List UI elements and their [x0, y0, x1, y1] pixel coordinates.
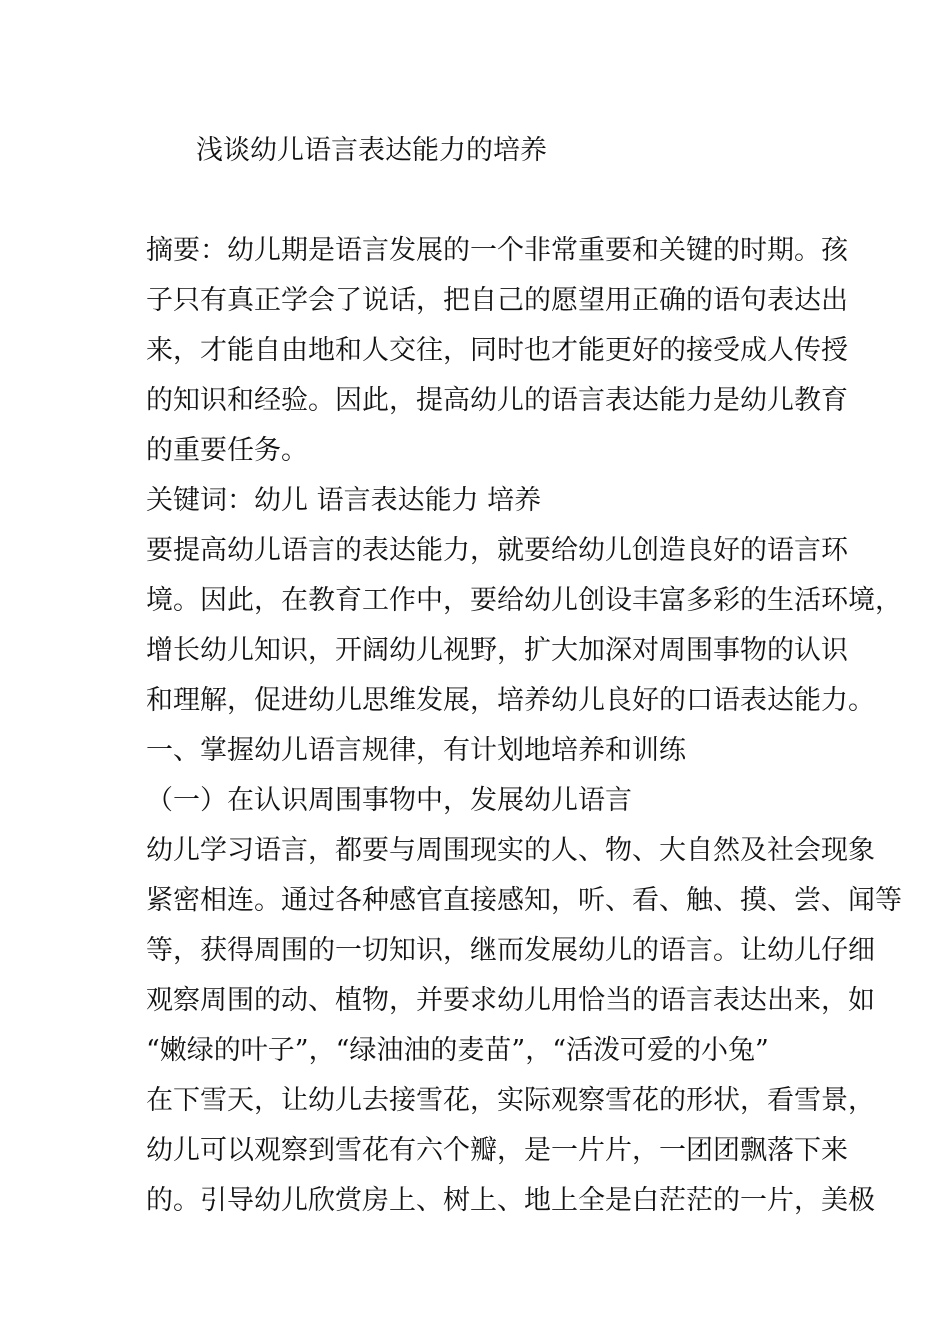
paragraph-line: 幼儿学习语言，都要与周围现实的人、物、大自然及社会现象: [146, 835, 875, 866]
abstract-line-4: 的知识和经验。因此，提高幼儿的语言表达能力是幼儿教育: [146, 385, 848, 416]
subsection-heading: （一）在认识周围事物中，发展幼儿语言: [146, 785, 632, 816]
abstract-line-2: 子只有真正学会了说话，把自己的愿望用正确的语句表达出: [146, 285, 848, 316]
document-body: [146, 226, 902, 1226]
abstract-line-5: 的重要任务。: [146, 435, 308, 466]
paragraph-line: 和理解，促进幼儿思维发展，培养幼儿良好的口语表达能力。: [146, 685, 875, 716]
section-heading: 一、掌握幼儿语言规律，有计划地培养和训练: [146, 735, 686, 766]
abstract-line-1: 摘要：幼儿期是语言发展的一个非常重要和关键的时期。孩: [146, 235, 848, 266]
paragraph-line: 观察周围的动、植物，并要求幼儿用恰当的语言表达出来，如: [146, 985, 875, 1016]
paragraph-line: 的。引导幼儿欣赏房上、树上、地上全是白茫茫的一片，美极: [146, 1185, 875, 1216]
document-title: 浅谈幼儿语言表达能力的培养: [196, 135, 547, 166]
paragraph-line: 境。因此，在教育工作中，要给幼儿创设丰富多彩的生活环境，: [146, 585, 902, 616]
paragraph-line: 在下雪天，让幼儿去接雪花，实际观察雪花的形状，看雪景，: [146, 1085, 875, 1116]
abstract-line-3: 来，才能自由地和人交往，同时也才能更好的接受成人传授: [146, 335, 848, 366]
paragraph-line: “嫩绿的叶子”，“绿油油的麦苗”，“活泼可爱的小兔”: [146, 1035, 769, 1066]
keywords-line: 关键词：幼儿 语言表达能力 培养: [146, 485, 542, 516]
paragraph-line: 幼儿可以观察到雪花有六个瓣，是一片片，一团团飘落下来: [146, 1135, 848, 1166]
paragraph-line: 增长幼儿知识，开阔幼儿视野，扩大加深对周围事物的认识: [146, 635, 848, 666]
paragraph-line: 等，获得周围的一切知识，继而发展幼儿的语言。让幼儿仔细: [146, 935, 875, 966]
paragraph-line: 紧密相连。通过各种感官直接感知，听、看、触、摸、尝、闻等: [146, 885, 902, 916]
paragraph-line: 要提高幼儿语言的表达能力，就要给幼儿创造良好的语言环: [146, 535, 848, 566]
